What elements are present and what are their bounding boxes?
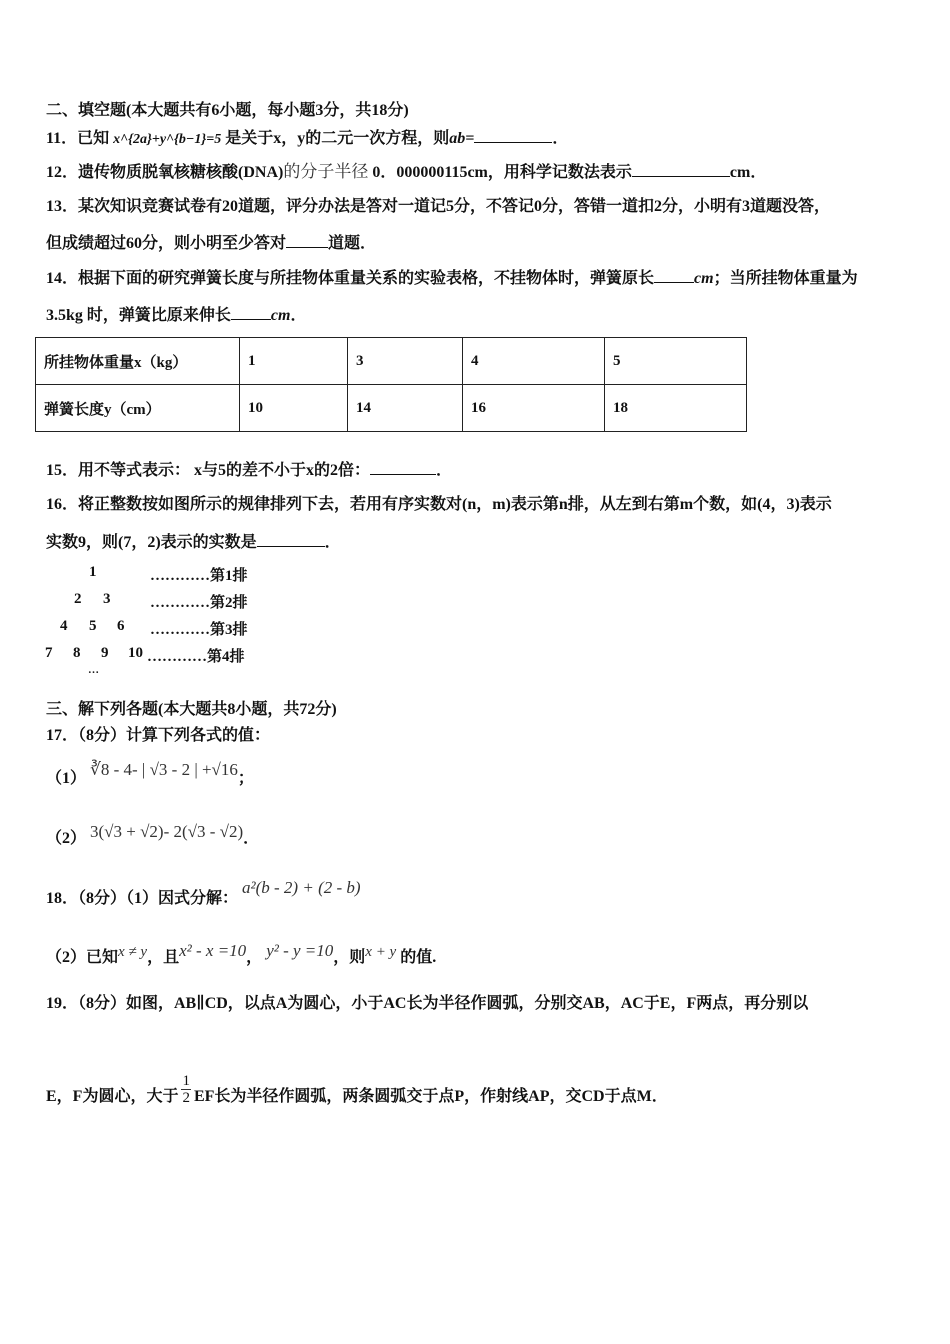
math-expression: 3(√3 + √2)- 2(√3 - √2) (90, 822, 244, 841)
q13-text: 但成绩超过60分，则小明至少答对 (46, 235, 287, 252)
q18-text: ，则 (333, 949, 366, 966)
number: 7 (45, 645, 53, 661)
number: 1 (89, 564, 97, 580)
question-13-line-1: 13．某次知识竞赛试卷有20道题，评分办法是答对一道记5分，不答记0分，答错一道扣2分，小明有3道题没答， (46, 198, 831, 215)
answer-blank[interactable] (632, 162, 730, 177)
question-12 (46, 162, 766, 183)
question-17-part-1 (46, 760, 254, 789)
q11-end: ． (552, 130, 569, 147)
q14-unit: cm (694, 270, 714, 287)
row-header: 弹簧长度y（cm） (36, 385, 240, 432)
ellipsis: … (88, 664, 99, 676)
number: 8 (73, 645, 81, 661)
q18-text: ， (246, 949, 263, 966)
number: 6 (117, 618, 125, 634)
math-expression: x² - x =10 (179, 941, 247, 960)
math-expression: a²(b - 2) + (2 - b) (242, 878, 361, 897)
question-18-part-1 (46, 878, 361, 909)
table-cell: 14 (348, 385, 463, 432)
q18-text: ，且 (147, 949, 180, 966)
table-row (36, 338, 747, 385)
table-cell: 1 (240, 338, 348, 385)
answer-blank[interactable] (257, 532, 325, 547)
question-17-title: 17．（8分）计算下列各式的值： (46, 727, 271, 744)
q14-text: 14．根据下面的研究弹簧长度与所挂物体重量关系的实验表格，不挂物体时，弹簧原长 (46, 270, 655, 287)
spring-data-table (35, 337, 747, 432)
answer-blank[interactable] (231, 305, 271, 320)
q18-text: 的值. (400, 949, 437, 966)
q14-text-post: ；当所挂物体重量为 (713, 270, 858, 287)
q19-text: E，F为圆心，大于 (46, 1088, 179, 1106)
q14-text-2: 3.5kg 时，弹簧比原来伸长 (46, 307, 231, 324)
question-13-line-2 (46, 233, 376, 254)
q11-ab: ab= (449, 130, 475, 147)
row-label: …………第1排 (150, 568, 248, 584)
question-11 (46, 128, 568, 150)
q19-text-post: EF长为半径作圆弧，两条圆弧交于点P，作射线AP，交CD于点M． (193, 1088, 668, 1106)
row-header: 所挂物体重量x（kg） (36, 338, 240, 385)
number: 5 (89, 618, 97, 634)
table-cell: 4 (463, 338, 605, 385)
table-cell: 5 (605, 338, 747, 385)
math-expression: x + y (365, 944, 397, 960)
question-17-part-2 (46, 822, 260, 849)
numerator: 1 (182, 1073, 190, 1089)
denominator: 2 (182, 1090, 190, 1106)
section-3-heading: 三、解下列各题(本大题共8小题，共72分) (46, 701, 337, 718)
question-19-line-1: 19．（8分）如图，AB∥CD，以点A为圆心，小于AC长为半径作圆弧，分别交AB，AC于E，F两点，再分别以 (46, 995, 809, 1012)
answer-blank[interactable] (474, 128, 552, 143)
q11-text: 11．已知 (46, 130, 110, 147)
answer-blank[interactable] (286, 233, 328, 248)
q18-text: （2）已知 (46, 949, 119, 966)
number: 4 (60, 618, 68, 634)
row-label: …………第4排 (147, 649, 245, 665)
q12-text-post: 0．000000115cm，用科学记数法表示 (372, 164, 632, 181)
punct: ； (237, 770, 254, 787)
answer-blank[interactable] (654, 268, 694, 283)
q16-text: 实数9，则(7，2)表示的实数是 (46, 534, 257, 551)
question-15 (46, 460, 452, 481)
q13-end: 道题． (328, 235, 377, 252)
question-18-part-2 (46, 941, 437, 968)
q12-end: cm． (729, 164, 767, 181)
part-label: （1） (46, 770, 87, 787)
table-cell: 10 (240, 385, 348, 432)
section-2-heading: 二、填空题(本大题共有6小题，每小题3分，共18分) (46, 102, 409, 119)
q15-end: ． (436, 462, 453, 479)
q11-equation: x^{2a}+y^{b−1}=5 (113, 132, 222, 147)
row-label: …………第2排 (150, 595, 248, 611)
question-16-line-1: 16．将正整数按如图所示的规律排列下去，若用有序实数对(n，m)表示第n排，从左到右第m个数，如(4，3)表示 (46, 496, 832, 513)
math-expression: y² - y =10 (266, 941, 334, 960)
math-expression: ∛8 - 4- | √3 - 2 | +√16 (90, 760, 238, 779)
answer-blank[interactable] (370, 460, 436, 475)
number: 10 (128, 645, 143, 661)
question-14-line-1 (46, 268, 858, 289)
table-cell: 18 (605, 385, 747, 432)
number: 3 (103, 591, 111, 607)
table-row (36, 385, 747, 432)
number: 2 (74, 591, 82, 607)
row-label: …………第3排 (150, 622, 248, 638)
table-cell: 3 (348, 338, 463, 385)
q12-light-text: 的分子半径 (283, 162, 369, 181)
fraction-one-half (181, 1073, 191, 1106)
question-19-line-2 (46, 1073, 668, 1114)
q11-text-mid: 是关于x，y的二元一次方程，则 (225, 130, 450, 147)
question-14-line-2 (46, 305, 306, 326)
q14-end: ． (290, 307, 307, 324)
math-expression: x ≠ y (118, 944, 148, 960)
q16-end: ． (324, 534, 341, 551)
part-label: （2） (46, 830, 87, 847)
q18-text: 18．（8分）（1）因式分解： (46, 890, 239, 907)
q15-text: 15．用不等式表示： x与5的差不小于x的2倍： (46, 462, 371, 479)
q12-text: 12．遗传物质脱氧核糖核酸(DNA) (46, 164, 284, 181)
table-cell: 16 (463, 385, 605, 432)
question-16-line-2 (46, 532, 341, 553)
punct: ． (243, 830, 260, 847)
q14-unit: cm (270, 307, 291, 324)
number: 9 (101, 645, 109, 661)
